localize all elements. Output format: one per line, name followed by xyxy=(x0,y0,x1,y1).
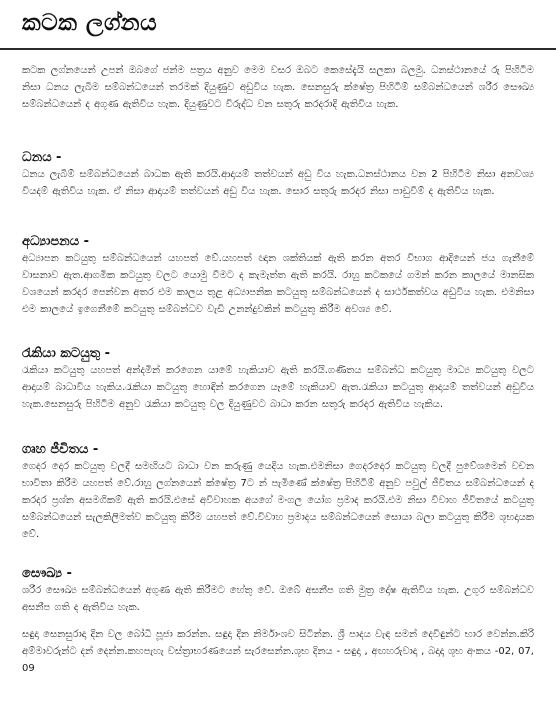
section-heading-career: රැකියා කටයුතු - xyxy=(22,346,111,361)
section-heading-health: සෞඛ්‍ය - xyxy=(22,566,72,581)
intro-paragraph: කටක ලග්නයෙන් උපන් ඔබගේ ජන්ම පත්‍රය අනුව මෙම වසර ඔබට කෙසේදැයි සලකා බලමු. ධනස්ථානයේ රු පිහිටීම නිසා ධනය ලැබීම සම්බන්ධයෙන් තරමක් දියුණුව අඩුවිය හැක. සෙනසුරු ක්ෂේත්‍ර පිහිටීම් සම්බන්ධයෙන් ශරීර සෞඛ්‍ය සම්බන්ධයෙන් ද අගුණ ඇතිවිය හැක. දියුණුවට විරුද්ධ වන සතුරු කරදරාදි ඇතිවිය හැක. xyxy=(22,65,534,110)
section-heading-wealth: ධනය - xyxy=(22,150,62,165)
remedies-footer: සඳුදා සෙනසුරාදා දින වල බෝධි පූජා කරන්න. සඳුදා දින නිර්මාංශව සිටින්න. ශ්‍රී පාදය වැඳ සමන් දෙවිඳුන්ට භාර වෙන්න.කිරි අම්මාවරුන්ට දන් දෙන්න.කහපැහැ වස්ත්‍රාභරණයෙන් සැරසෙන්න.ශුභ දිනය - සඳුදා , අඟහරුවාදා , බදාදා ශුභ අංකය -02, 07, 09 xyxy=(22,629,534,674)
section-heading-home-life: ගෘහ ජීවිතය - xyxy=(22,442,99,457)
section-heading-education: අධ්‍යාපනය - xyxy=(22,234,90,249)
title-divider xyxy=(0,48,556,50)
section-body-home-life: ගෙදර දොර කටයුතු වලදී සමඟියට බාධා වන කරුණු යෙදිය හැක.එමනිසා ගෙදරදොර කටයුතු වලදී පුවේශමෙන් වචන භාවිතා කිරීම යහපත් වේ.රාහු ලග්නයෙන් ක්ෂේත්‍ර 7ට න් පැමිණේ ක්ෂේත්‍ර පිහිටීම් අනුව පවුල් ජීවිතය සම්බන්ධයෙන් ද කරදර ප්‍රශ්න අසමගිකම් ඇති කරයි.එසේ අවිවාහක අයගේ මංගල යෝග ප්‍රමාද කරයි.එම නිසා විවාහ ජීවිතයේ කටයුතු සම්බන්ධයෙන් සැලකිලිමත්ව කටයුතු කිරීම යහපත් වේ.විවාහ ප්‍රමාදය සම්බන්ධයෙන් සොයා බලා කටයුතු කිරීම ශුභදායක වේ. xyxy=(22,461,534,540)
section-body-wealth: ධනය ලැබීම් සම්බන්ධයෙන් බාධක ඇති කරයි.ආදායම් තත්වයන් අඩු විය හැක.ධනස්ථානය වන 2 පිහිටීම නිසා අනවශ්‍ය වියදම් ඇතිවිය හැක. ඒ නිසා ආදායම් තත්වයන් අඩු විය හැක. සොර සතුරු කරදර නිසා පාඩුවීම් ද ඇතිවිය හැක. xyxy=(22,169,534,197)
page-title: කටක ලග්නය xyxy=(22,10,158,36)
section-body-career: රැකියා කටයුතු යහපත් අන්දමින් කරගෙන යාමේ හැකියාව ඇති කරයි.ගණිතය සම්බන්ධ කටයුතු මාධ්‍ය කටයුතු වලට ආදායම් බාධාවිය හැකිය.රැකියා කටයුතු හොඳින් කරගෙන යෑමේ හැකියාව ඇත.රැකියා කටයුතු ආදායම් තත්වයන් අඩුවිය හැක.සෙනසුරු පිහිටීම අනුව රැකියා කටයුතු වල දියුණුවට බාධා කරන සතුරු කරදර ඇතිවිය හැකිය. xyxy=(22,365,534,410)
section-body-education: අධ්‍යාපන කටයුතු සම්බන්ධයෙන් යහපත් වේ.යහපත් ඥාන ශක්තියක් ඇති කරන අතර විභාග ආදියෙන් ජය ගැනීමේ වාසනාව ඇත.ආගමික කටයුතු වලට යොමු වීමට ද කැමැත්ත ඇති කරයි. රාහු කටකයේ ගමන් කරන කාලයේ මානසික වශයෙන් කරදර පෙන්වන අතර එම කාලය තුළ අධ්‍යාපනික කටයුතු සම්බන්ධයෙන් ද සාර්ථකත්වය අඩුවිය හැක. එමනිසා එම කාලයේ ඉගෙනීමේ කටයුතු සම්බන්ධව වැඩි උනන්දුවකින් කටයුතු කිරීම අවශ්‍ය වේ. xyxy=(22,253,534,315)
section-body-health: ශරීර සෞඛ්‍ය සම්බන්ධයෙන් අගුණ ඇති කිරීමට හේතු වේ. ඔබේ අසනීප ගති මුත්‍ර දෝෂ ඇතිවිය හැක. උගුර සම්බන්ධව අසනීප ගති ද ඇතිවිය හැක. xyxy=(22,585,534,613)
